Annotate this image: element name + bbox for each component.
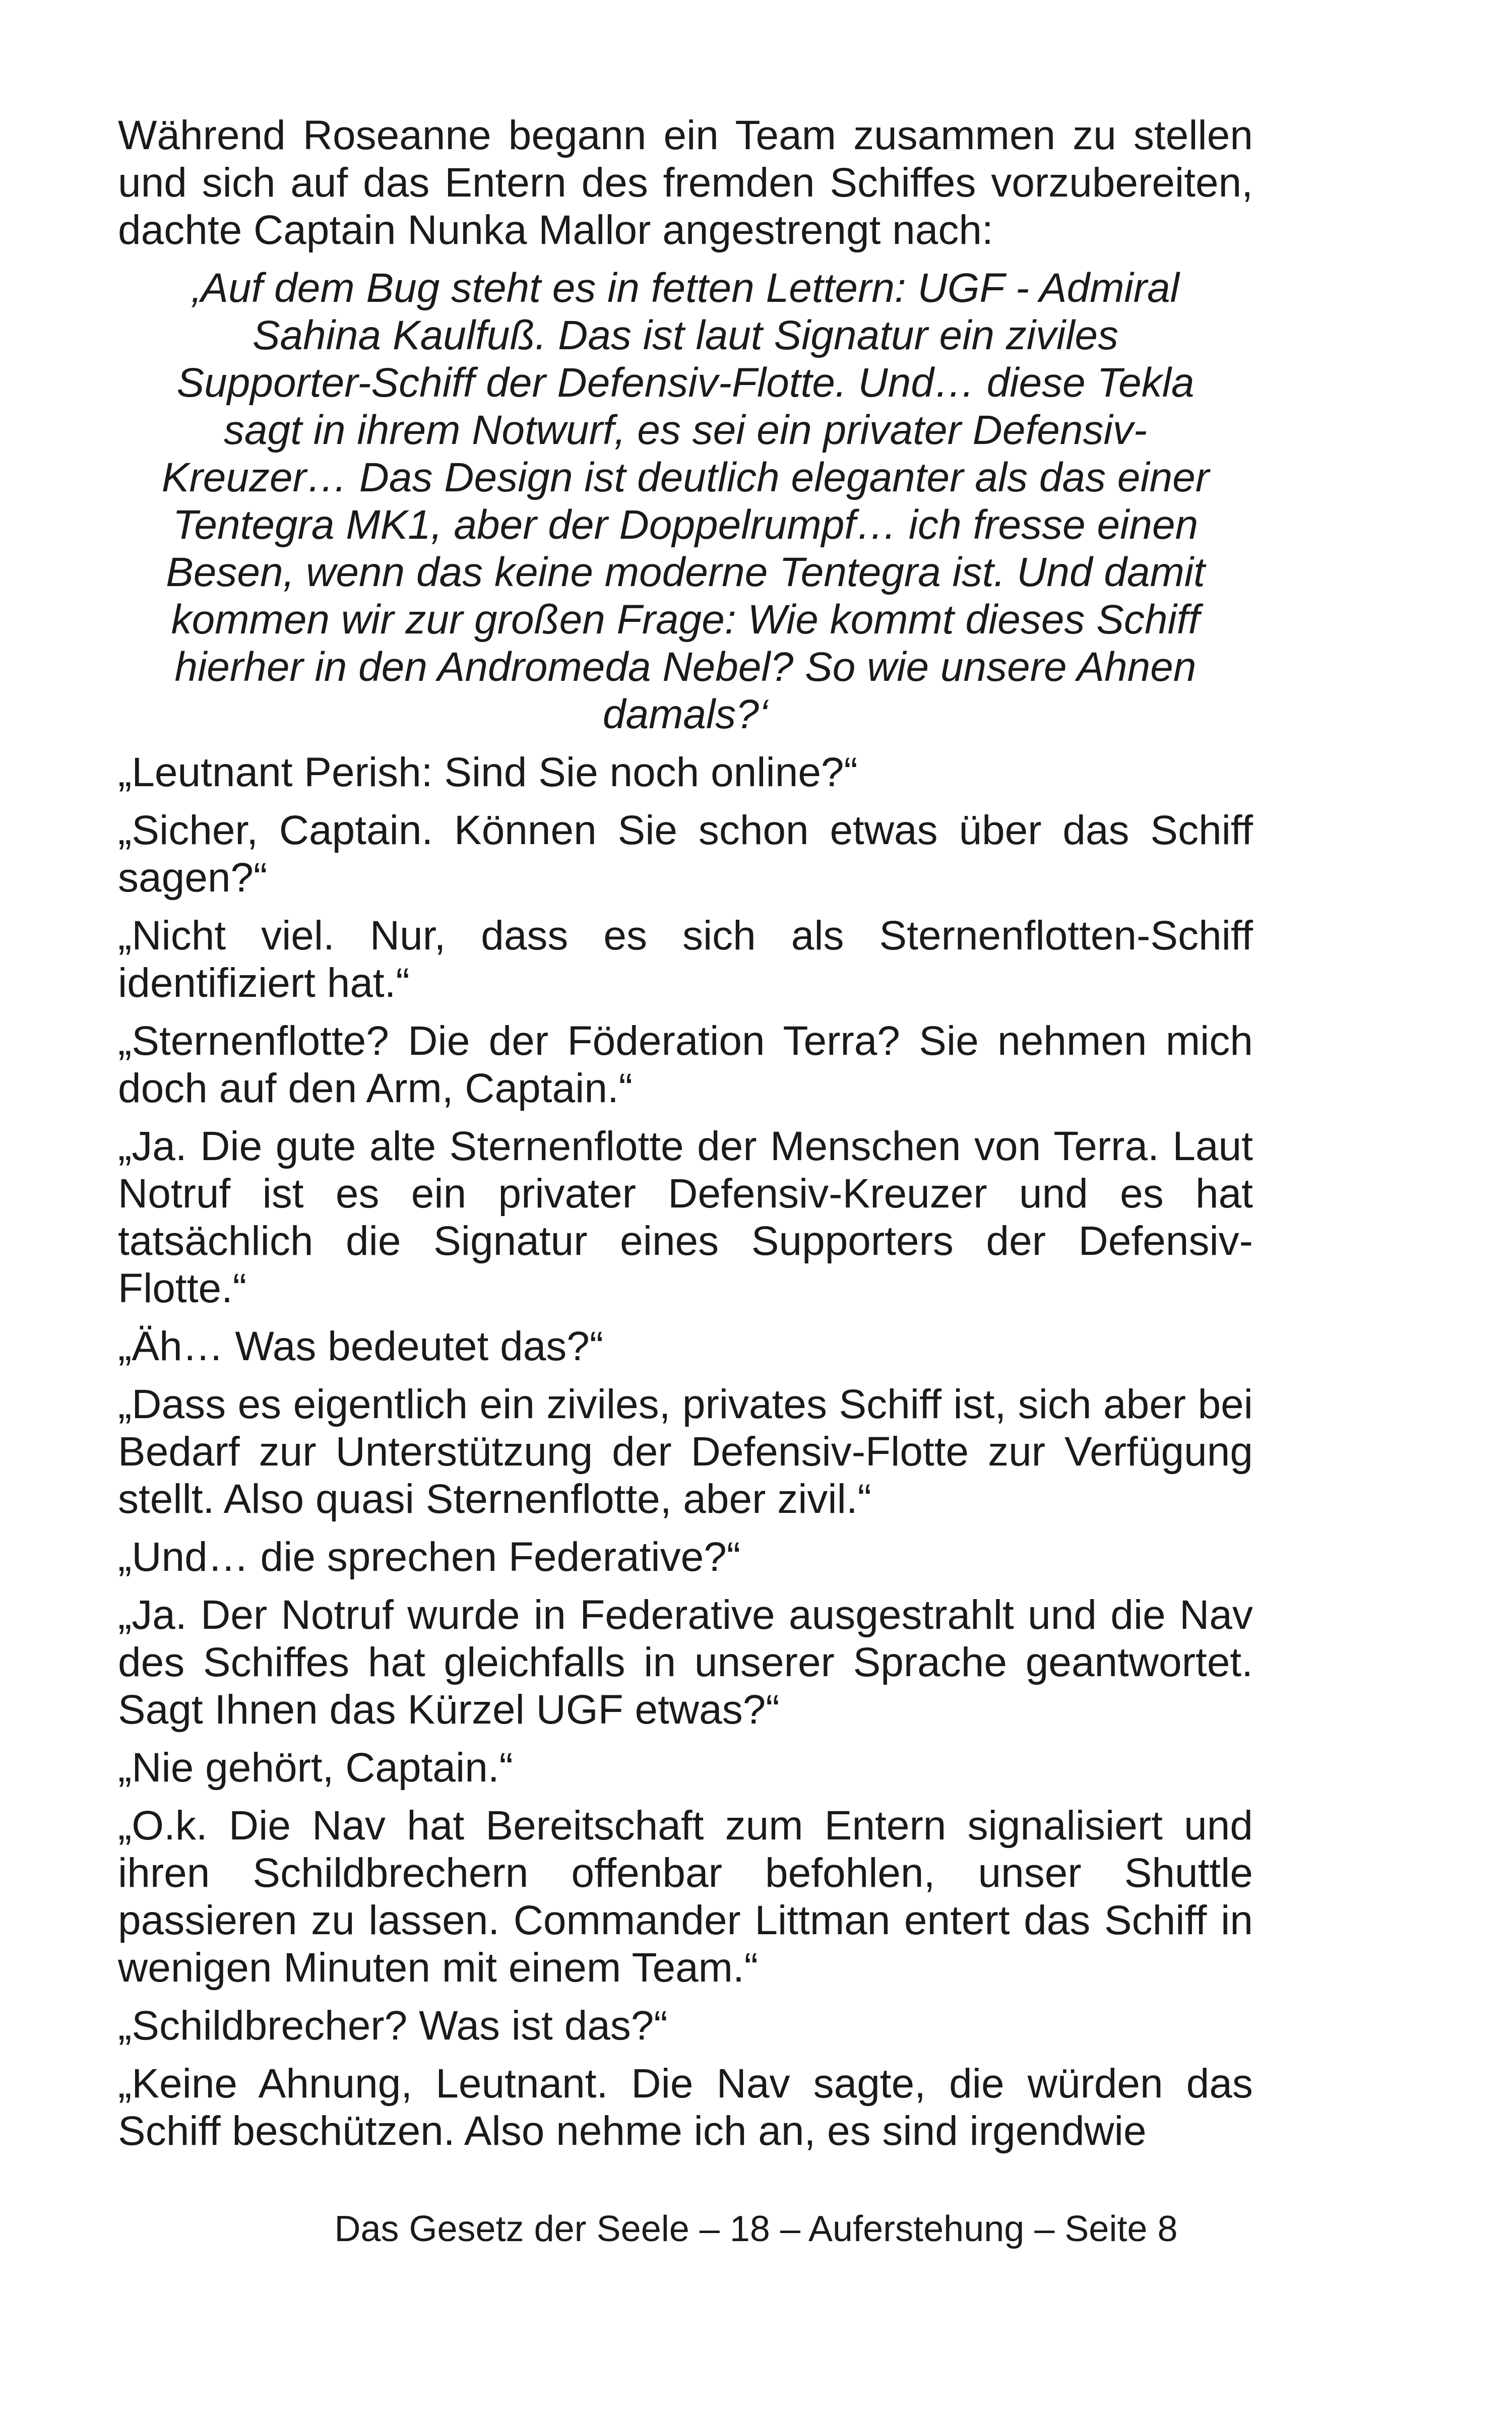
- dialogue-paragraph: „Nie gehört, Captain.“: [118, 1745, 513, 1791]
- dialogue-paragraph: „O.k. Die Nav hat Bereitschaft zum Entern signalisiert und ihren Schildbrechern offenbar befohlen, unser Shuttle passieren zu lassen. Commander Littman entert das Schiff in wenigen Minuten mit einem Team.“: [118, 1803, 1253, 1991]
- dialogue-paragraph: „Ja. Die gute alte Sternenflotte der Menschen von Terra. Laut Notruf ist es ein privater Defensiv-Kreuzer und es hat tatsächlich die Signatur eines Supporters der Defensiv-Flotte.“: [118, 1123, 1253, 1311]
- dialogue-paragraph: „Nicht viel. Nur, dass es sich als Sternenflotten-Schiff identifiziert hat.“: [118, 913, 1253, 1006]
- dialogue-paragraph: „Ja. Der Notruf wurde in Federative ausgestrahlt und die Nav des Schiffes hat gleichfalls in unserer Sprache geantwortet. Sagt Ihnen das Kürzel UGF etwas?“: [118, 1592, 1253, 1733]
- body-text: [118, 112, 1253, 2166]
- narration-paragraph: Während Roseanne begann ein Team zusammen zu stellen und sich auf das Entern des fremden Schiffes vorzubereiten, dachte Captain Nunka Mallor angestrengt nach:: [118, 112, 1253, 253]
- inner-thought-paragraph: ‚Auf dem Bug steht es in fetten Lettern: UGF - Admiral Sahina Kaulfuß. Das ist laut Signatur ein ziviles Supporter-Schiff der Defensiv-Flotte. Und… diese Tekla sagt in ihrem Notwurf, es sei ein privater Defensiv-Kreuzer… Das Design ist deutlich eleganter als das einer Tentegra MK1, aber der Doppelrumpf… ich fresse einen Besen, wenn das keine moderne Tentegra ist. Und damit kommen wir zur großen Frage: Wie kommt dieses Schiff hierher in den Andromeda Nebel? So wie unsere Ahnen damals?‘: [161, 265, 1210, 737]
- dialogue-paragraph: „Leutnant Perish: Sind Sie noch online?“: [118, 749, 858, 795]
- dialogue-paragraph: „Sternenflotte? Die der Föderation Terra? Sie nehmen mich doch auf den Arm, Captain.“: [118, 1018, 1253, 1111]
- dialogue-paragraph: „Und… die sprechen Federative?“: [118, 1534, 741, 1580]
- page-footer: Das Gesetz der Seele – 18 – Auferstehung – Seite 8: [334, 2209, 1178, 2249]
- dialogue-paragraph: „Dass es eigentlich ein ziviles, privates Schiff ist, sich aber bei Bedarf zur Unterstützung der Defensiv-Flotte zur Verfügung stellt. Also quasi Sternenflotte, aber zivil.“: [118, 1381, 1253, 1522]
- dialogue-paragraph: „Sicher, Captain. Können Sie schon etwas über das Schiff sagen?“: [118, 807, 1253, 901]
- dialogue-paragraph: „Äh… Was bedeutet das?“: [118, 1323, 604, 1369]
- dialogue-paragraph: „Keine Ahnung, Leutnant. Die Nav sagte, die würden das Schiff beschützen. Also nehme ich an, es sind irgendwie: [118, 2061, 1253, 2154]
- dialogue-paragraph: „Schildbrecher? Was ist das?“: [118, 2003, 668, 2049]
